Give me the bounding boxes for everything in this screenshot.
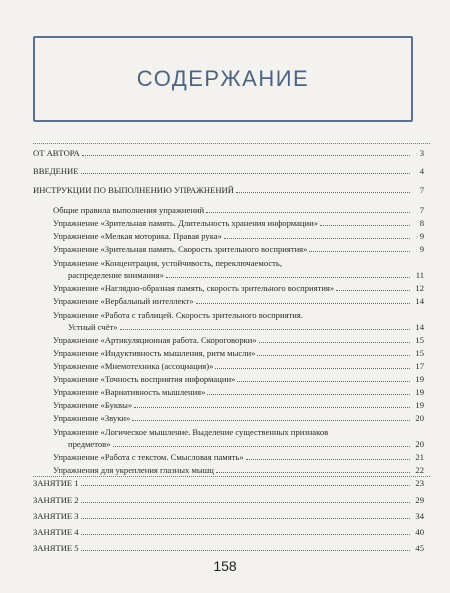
dot-leader [216,472,410,473]
dot-leader [132,420,410,421]
dot-leader [81,173,411,174]
section-row [33,166,424,176]
exercise-page: 15 [415,348,424,358]
exercise-label: Устный счёт» [68,322,118,332]
exercise-row [53,205,424,215]
exercise-label-line1: Упражнение «Логическое мышление. Выделение существенных признаков [53,427,329,437]
exercise-label: Упражнение «Вариативность мышления» [53,387,206,397]
dot-leader [336,290,410,291]
lesson-page: 29 [415,495,424,505]
dot-leader [113,446,410,447]
lesson-row [33,511,424,521]
exercise-row [53,218,424,228]
dot-leader [207,394,410,395]
exercise-page: 17 [415,361,424,371]
lesson-label: ЗАНЯТИЕ 4 [33,527,79,537]
lesson-label: ЗАНЯТИЕ 1 [33,478,79,488]
dot-leader [82,155,410,156]
dot-leader [309,251,410,252]
section-row [33,185,424,195]
lesson-label: ЗАНЯТИЕ 2 [33,495,79,505]
exercise-label: распределение внимания» [68,270,164,280]
exercise-page: 19 [415,374,424,384]
section-label: ИНСТРУКЦИИ ПО ВЫПОЛНЕНИЮ УПРАЖНЕНИЙ [33,185,234,195]
exercise-row [53,452,424,462]
exercise-row [53,413,424,423]
page-number: 158 [213,558,237,574]
exercise-page: 22 [415,465,424,475]
exercise-label: Упражнение «Работа с текстом. Смысловая память» [53,452,244,462]
dot-leader [246,459,410,460]
exercise-label: Упражнение «Мнемотехника (ассоциация)» [53,361,214,371]
exercise-page: 9 [419,244,424,254]
exercise-label: Упражнение «Звуки» [53,413,131,423]
section-page: 4 [419,166,424,176]
section-page: 7 [419,185,424,195]
dot-leader [215,368,410,369]
exercise-page: 7 [419,205,424,215]
dot-leader [134,407,410,408]
exercise-label-line1: Упражнение «Работа с таблицей. Скорость зрительного восприятия. [53,310,303,320]
exercise-row [53,387,424,397]
exercise-page: 12 [415,283,424,293]
exercise-label: Упражнения для укрепления глазных мышц [53,465,214,475]
dot-leader [224,238,410,239]
section-page: 3 [419,148,424,158]
exercise-label: Упражнение «Буквы» [53,400,133,410]
separator-line [33,143,430,144]
dot-leader [81,534,410,535]
exercise-label: Упражнение «Артикуляционная работа. Скороговорки» [53,335,257,345]
exercise-row [53,244,424,254]
exercise-row [53,335,424,345]
dot-leader [236,192,410,193]
exercise-label: Упражнение «Зрительная память. Длительность хранения информации» [53,218,319,228]
dot-leader [237,381,410,382]
dot-leader [81,502,410,503]
exercise-page: 20 [415,439,424,449]
exercise-page: 11 [415,270,424,280]
separator-line [33,476,430,477]
page-title: СОДЕРЖАНИЕ [136,66,310,91]
lesson-row [33,478,424,488]
lesson-row [33,495,424,505]
exercise-label: предметов» [68,439,111,449]
exercise-page: 15 [415,335,424,345]
dot-leader [81,550,410,551]
exercise-label: Упражнение «Точность восприятия информации» [53,374,236,384]
lesson-page: 23 [415,478,424,488]
lesson-page: 45 [415,543,424,553]
exercise-row [53,283,424,293]
exercise-label: Общие правила выполнения упражнений [53,205,205,215]
dot-leader [81,485,410,486]
dot-leader [259,342,410,343]
dot-leader [196,303,410,304]
lesson-label: ЗАНЯТИЕ 5 [33,543,79,553]
lesson-row [33,527,424,537]
exercise-label: Упражнение «Индуктивность мышления, ритм мысли» [53,348,256,358]
exercise-row [68,439,424,449]
dot-leader [320,225,410,226]
exercise-label: Упражнение «Зрительная память. Скорость зрительного восприятия» [53,244,308,254]
section-label: ОТ АВТОРА [33,148,80,158]
exercise-row [53,361,424,371]
dot-leader [81,518,410,519]
exercise-label: Упражнение «Наглядно-образная память, скорость зрительного восприятия» [53,283,335,293]
exercise-page: 14 [415,296,424,306]
lesson-page: 34 [415,511,424,521]
exercise-row [53,400,424,410]
dot-leader [166,277,410,278]
exercise-row [53,465,424,475]
lesson-label: ЗАНЯТИЕ 3 [33,511,79,521]
exercise-row [53,296,424,306]
exercise-page: 19 [415,400,424,410]
exercise-page: 20 [415,413,424,423]
exercise-label: Упражнение «Мелкая моторика. Правая рука» [53,231,222,241]
lesson-page: 40 [415,527,424,537]
exercise-page: 14 [415,322,424,332]
exercise-page: 9 [419,231,424,241]
section-row [33,148,424,158]
lesson-row [33,543,424,553]
exercise-page: 19 [415,387,424,397]
exercise-page: 8 [419,218,424,228]
exercise-label-line1: Упражнение «Концентрация, устойчивость, переключаемость, [53,258,282,268]
dot-leader [257,355,410,356]
section-label: ВВЕДЕНИЕ [33,166,79,176]
title-box [33,36,413,122]
exercise-page: 21 [415,452,424,462]
exercise-row [68,322,424,332]
exercise-row [53,374,424,384]
dot-leader [120,329,410,330]
exercise-row [68,270,424,280]
exercise-row [53,231,424,241]
exercise-row [53,348,424,358]
dot-leader [206,212,410,213]
exercise-label: Упражнение «Вербальный интеллект» [53,296,194,306]
